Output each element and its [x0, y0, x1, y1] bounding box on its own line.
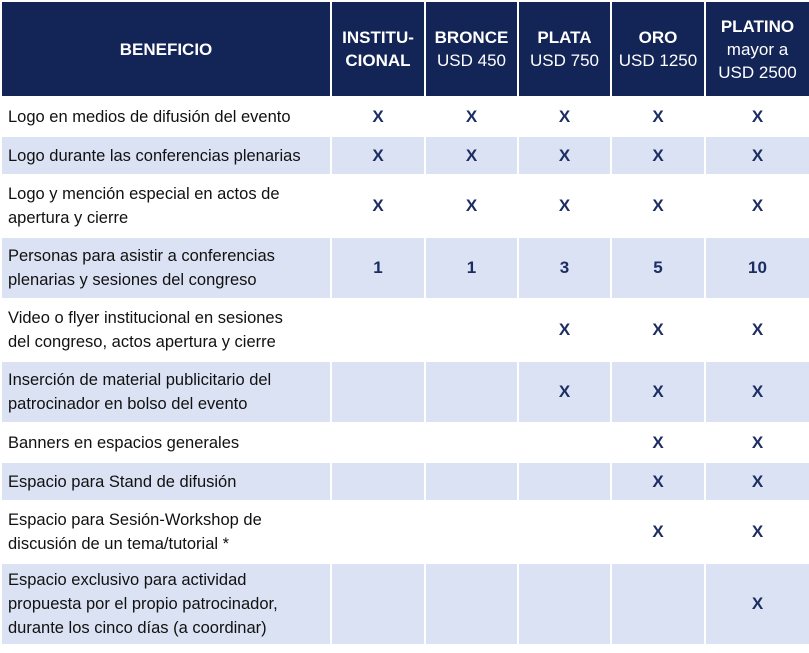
tier-value-cell: X — [331, 136, 425, 175]
header-tier-platino: PLATINO mayor a USD 2500 — [705, 1, 809, 97]
header-tier-bronce: BRONCE USD 450 — [425, 1, 518, 97]
tier-value-cell: X — [705, 462, 809, 501]
tier-value-cell — [518, 462, 611, 501]
tier-value-cell: 1 — [331, 237, 425, 299]
table-row — [1, 361, 809, 423]
tier-value-cell: X — [518, 299, 611, 361]
tier-value-cell: X — [611, 462, 705, 501]
table-row — [1, 563, 809, 645]
tier-value-cell: X — [705, 361, 809, 423]
tier-value-cell: X — [331, 175, 425, 237]
tier-value-cell — [331, 462, 425, 501]
tier-value-cell: X — [705, 175, 809, 237]
benefit-cell: Logo en medios de difusión del evento — [1, 97, 331, 136]
tier-value-cell — [611, 563, 705, 645]
table-row — [1, 237, 809, 299]
tier-value-cell: X — [705, 299, 809, 361]
tier-value-cell: X — [705, 563, 809, 645]
tier-value-cell: 5 — [611, 237, 705, 299]
tier-value-cell — [518, 563, 611, 645]
benefit-cell: Inserción de material publicitario del patrocinador en bolso del evento — [1, 361, 331, 423]
tier-value-cell: X — [425, 136, 518, 175]
tier-value-cell — [425, 462, 518, 501]
tier-value-cell: X — [331, 97, 425, 136]
tier-value-cell: 10 — [705, 237, 809, 299]
tier-value-cell: 3 — [518, 237, 611, 299]
header-beneficio: BENEFICIO — [1, 1, 331, 97]
benefit-cell: Personas para asistir a conferencias plenarias y sesiones del congreso — [1, 237, 331, 299]
table-row — [1, 462, 809, 501]
tier-value-cell: X — [518, 361, 611, 423]
tier-value-cell — [425, 299, 518, 361]
header-tier-institucional: INSTITU- CIONAL — [331, 1, 425, 97]
tier-value-cell — [331, 423, 425, 462]
table-row — [1, 175, 809, 237]
benefit-cell: Logo durante las conferencias plenarias — [1, 136, 331, 175]
benefit-cell: Logo y mención especial en actos de apertura y cierre — [1, 175, 331, 237]
tier-value-cell: X — [518, 175, 611, 237]
tier-value-cell — [425, 361, 518, 423]
tier-value-cell — [331, 563, 425, 645]
tier-value-cell: 1 — [425, 237, 518, 299]
tier-value-cell: X — [518, 136, 611, 175]
table-row — [1, 299, 809, 361]
tier-value-cell — [331, 299, 425, 361]
benefit-cell: Video o flyer institucional en sesiones del congreso, actos apertura y cierre — [1, 299, 331, 361]
tier-value-cell — [331, 501, 425, 563]
tier-value-cell: X — [425, 97, 518, 136]
tier-value-cell: X — [705, 501, 809, 563]
tier-value-cell — [425, 563, 518, 645]
table-row — [1, 136, 809, 175]
tier-value-cell: X — [611, 175, 705, 237]
tier-value-cell: X — [518, 97, 611, 136]
tier-value-cell — [518, 501, 611, 563]
table-row — [1, 97, 809, 136]
benefit-cell: Espacio para Sesión-Workshop de discusión de un tema/tutorial * — [1, 501, 331, 563]
tier-value-cell — [425, 501, 518, 563]
tier-value-cell: X — [611, 136, 705, 175]
tier-value-cell — [425, 423, 518, 462]
tier-value-cell — [518, 423, 611, 462]
tier-value-cell: X — [611, 501, 705, 563]
tier-value-cell — [331, 361, 425, 423]
tier-value-cell: X — [705, 97, 809, 136]
tier-value-cell: X — [705, 423, 809, 462]
benefit-cell: Banners en espacios generales — [1, 423, 331, 462]
benefit-cell: Espacio exclusivo para actividad propuesta por el propio patrocinador, durante los cinco días (a coordinar) — [1, 563, 331, 645]
header-tier-oro: ORO USD 1250 — [611, 1, 705, 97]
tier-value-cell: X — [705, 136, 809, 175]
tier-value-cell: X — [611, 423, 705, 462]
tier-value-cell: X — [611, 299, 705, 361]
tier-value-cell: X — [611, 97, 705, 136]
benefit-cell: Espacio para Stand de difusión — [1, 462, 331, 501]
header-row — [1, 1, 809, 97]
table-row — [1, 423, 809, 462]
tier-value-cell: X — [611, 361, 705, 423]
tier-value-cell: X — [425, 175, 518, 237]
table-row — [1, 501, 809, 563]
header-tier-plata: PLATA USD 750 — [518, 1, 611, 97]
